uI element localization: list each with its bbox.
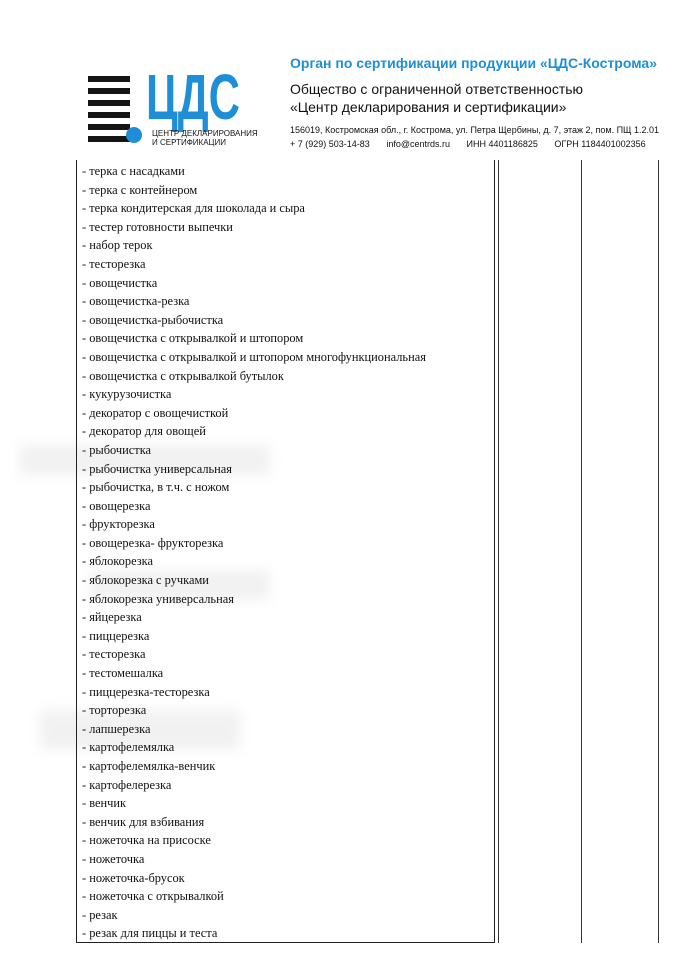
- list-item: - фрукторезка: [82, 517, 155, 532]
- list-item: - набор терок: [82, 238, 153, 253]
- list-item: - рыбочистка универсальная: [82, 461, 232, 476]
- certification-body-title: Орган по сертификации продукции «ЦДС-Кострома»: [290, 55, 657, 71]
- list-item: - ножеточка на присоске: [82, 833, 211, 848]
- list-item: - яблокорезка с ручками: [82, 573, 209, 588]
- list-item: - яблокорезка: [82, 554, 153, 569]
- list-item: - ножеточка: [82, 851, 145, 866]
- list-item: - рыбочистка: [82, 442, 152, 457]
- list-item: - тестомешалка: [82, 666, 164, 681]
- email-address: info@centrds.ru: [386, 139, 450, 149]
- list-item: - ножеточка с открывалкой: [82, 889, 224, 904]
- logo-dot: [126, 127, 142, 143]
- table-column-divider: [658, 160, 659, 943]
- list-item: - картофелемялка: [82, 740, 175, 755]
- list-item: - овощечистка с открывалкой бутылок: [82, 368, 284, 383]
- inn-number: ИНН 4401186825: [466, 139, 538, 149]
- list-item: - овощечистка-резка: [82, 294, 190, 309]
- list-item: - резак для пиццы и теста: [82, 926, 218, 941]
- cds-logo: [88, 40, 258, 150]
- list-item: - овощечистка с открывалкой и штопором: [82, 331, 304, 346]
- list-item: - терка с контейнером: [82, 182, 198, 197]
- list-item: - резак: [82, 907, 118, 922]
- list-item: - терка кондитерская для шоколада и сыра: [82, 201, 305, 216]
- list-item: - пиццерезка: [82, 628, 150, 643]
- list-item: - яблокорезка универсальная: [82, 591, 234, 606]
- list-item: - рыбочистка, в т.ч. с ножом: [82, 480, 230, 495]
- list-item: - овощечистка-рыбочистка: [82, 312, 224, 327]
- list-item: - пиццерезка-тесторезка: [82, 684, 210, 699]
- list-item: - кукурузочистка: [82, 387, 172, 402]
- organization-contacts: [290, 139, 660, 149]
- list-item: - картофелерезка: [82, 777, 172, 792]
- list-item: - лапшерезка: [82, 721, 151, 736]
- list-item: - декоратор для овощей: [82, 424, 206, 439]
- list-item: - венчик: [82, 796, 127, 811]
- logo-stripe-1: [88, 76, 130, 82]
- logo-caption-line1: ЦЕНТР ДЕКЛАРИРОВАНИЯ: [152, 129, 258, 138]
- logo-stripe-6: [88, 136, 130, 142]
- list-item: - тесторезка: [82, 647, 146, 662]
- logo-stripe-2: [88, 88, 130, 94]
- list-item: - ножеточка-брусок: [82, 870, 185, 885]
- logo-stripe-5: [88, 124, 130, 130]
- list-item: - картофелемялка-венчик: [82, 759, 216, 773]
- list-item: - венчик для взбивания: [82, 814, 205, 829]
- logo-stripe-3: [88, 100, 130, 106]
- logo-letters: ЦДС: [146, 61, 240, 133]
- table-column-divider: [498, 160, 499, 943]
- list-item: - тестер готовности выпечки: [82, 219, 233, 234]
- list-item: - торторезка: [82, 703, 147, 718]
- organization-name: [290, 80, 583, 116]
- list-item: - тесторезка: [82, 256, 146, 271]
- phone-number: + 7 (929) 503-14-83: [290, 139, 370, 149]
- list-item: - яйцерезка: [82, 610, 142, 625]
- organization-name-line2: «Центр декларирования и сертификации»: [290, 99, 567, 115]
- organization-address: 156019, Костромская обл., г. Кострома, ул. Петра Щербины, д. 7, этаж 2, пом. ПЩ 1.2.01: [290, 125, 660, 135]
- document-header: [0, 0, 693, 160]
- logo-caption-line2: И СЕРТИФИКАЦИИ: [152, 138, 226, 147]
- list-item: - овощерезка- фрукторезка: [82, 535, 224, 550]
- list-item: - декоратор с овощечисткой: [82, 405, 229, 420]
- organization-name-line1: Общество с ограниченной ответственностью: [290, 81, 584, 97]
- table-column-divider: [581, 160, 582, 943]
- product-items-list: [82, 162, 426, 943]
- list-item: - овощечистка: [82, 275, 158, 290]
- list-item: - овощерезка: [82, 498, 151, 513]
- list-item: - овощечистка с открывалкой и штопором многофункциональная: [82, 349, 426, 364]
- ogrn-number: ОГРН 1184401002356: [554, 139, 646, 149]
- logo-stripe-4: [88, 112, 130, 118]
- list-item: - терка с насадками: [82, 164, 185, 178]
